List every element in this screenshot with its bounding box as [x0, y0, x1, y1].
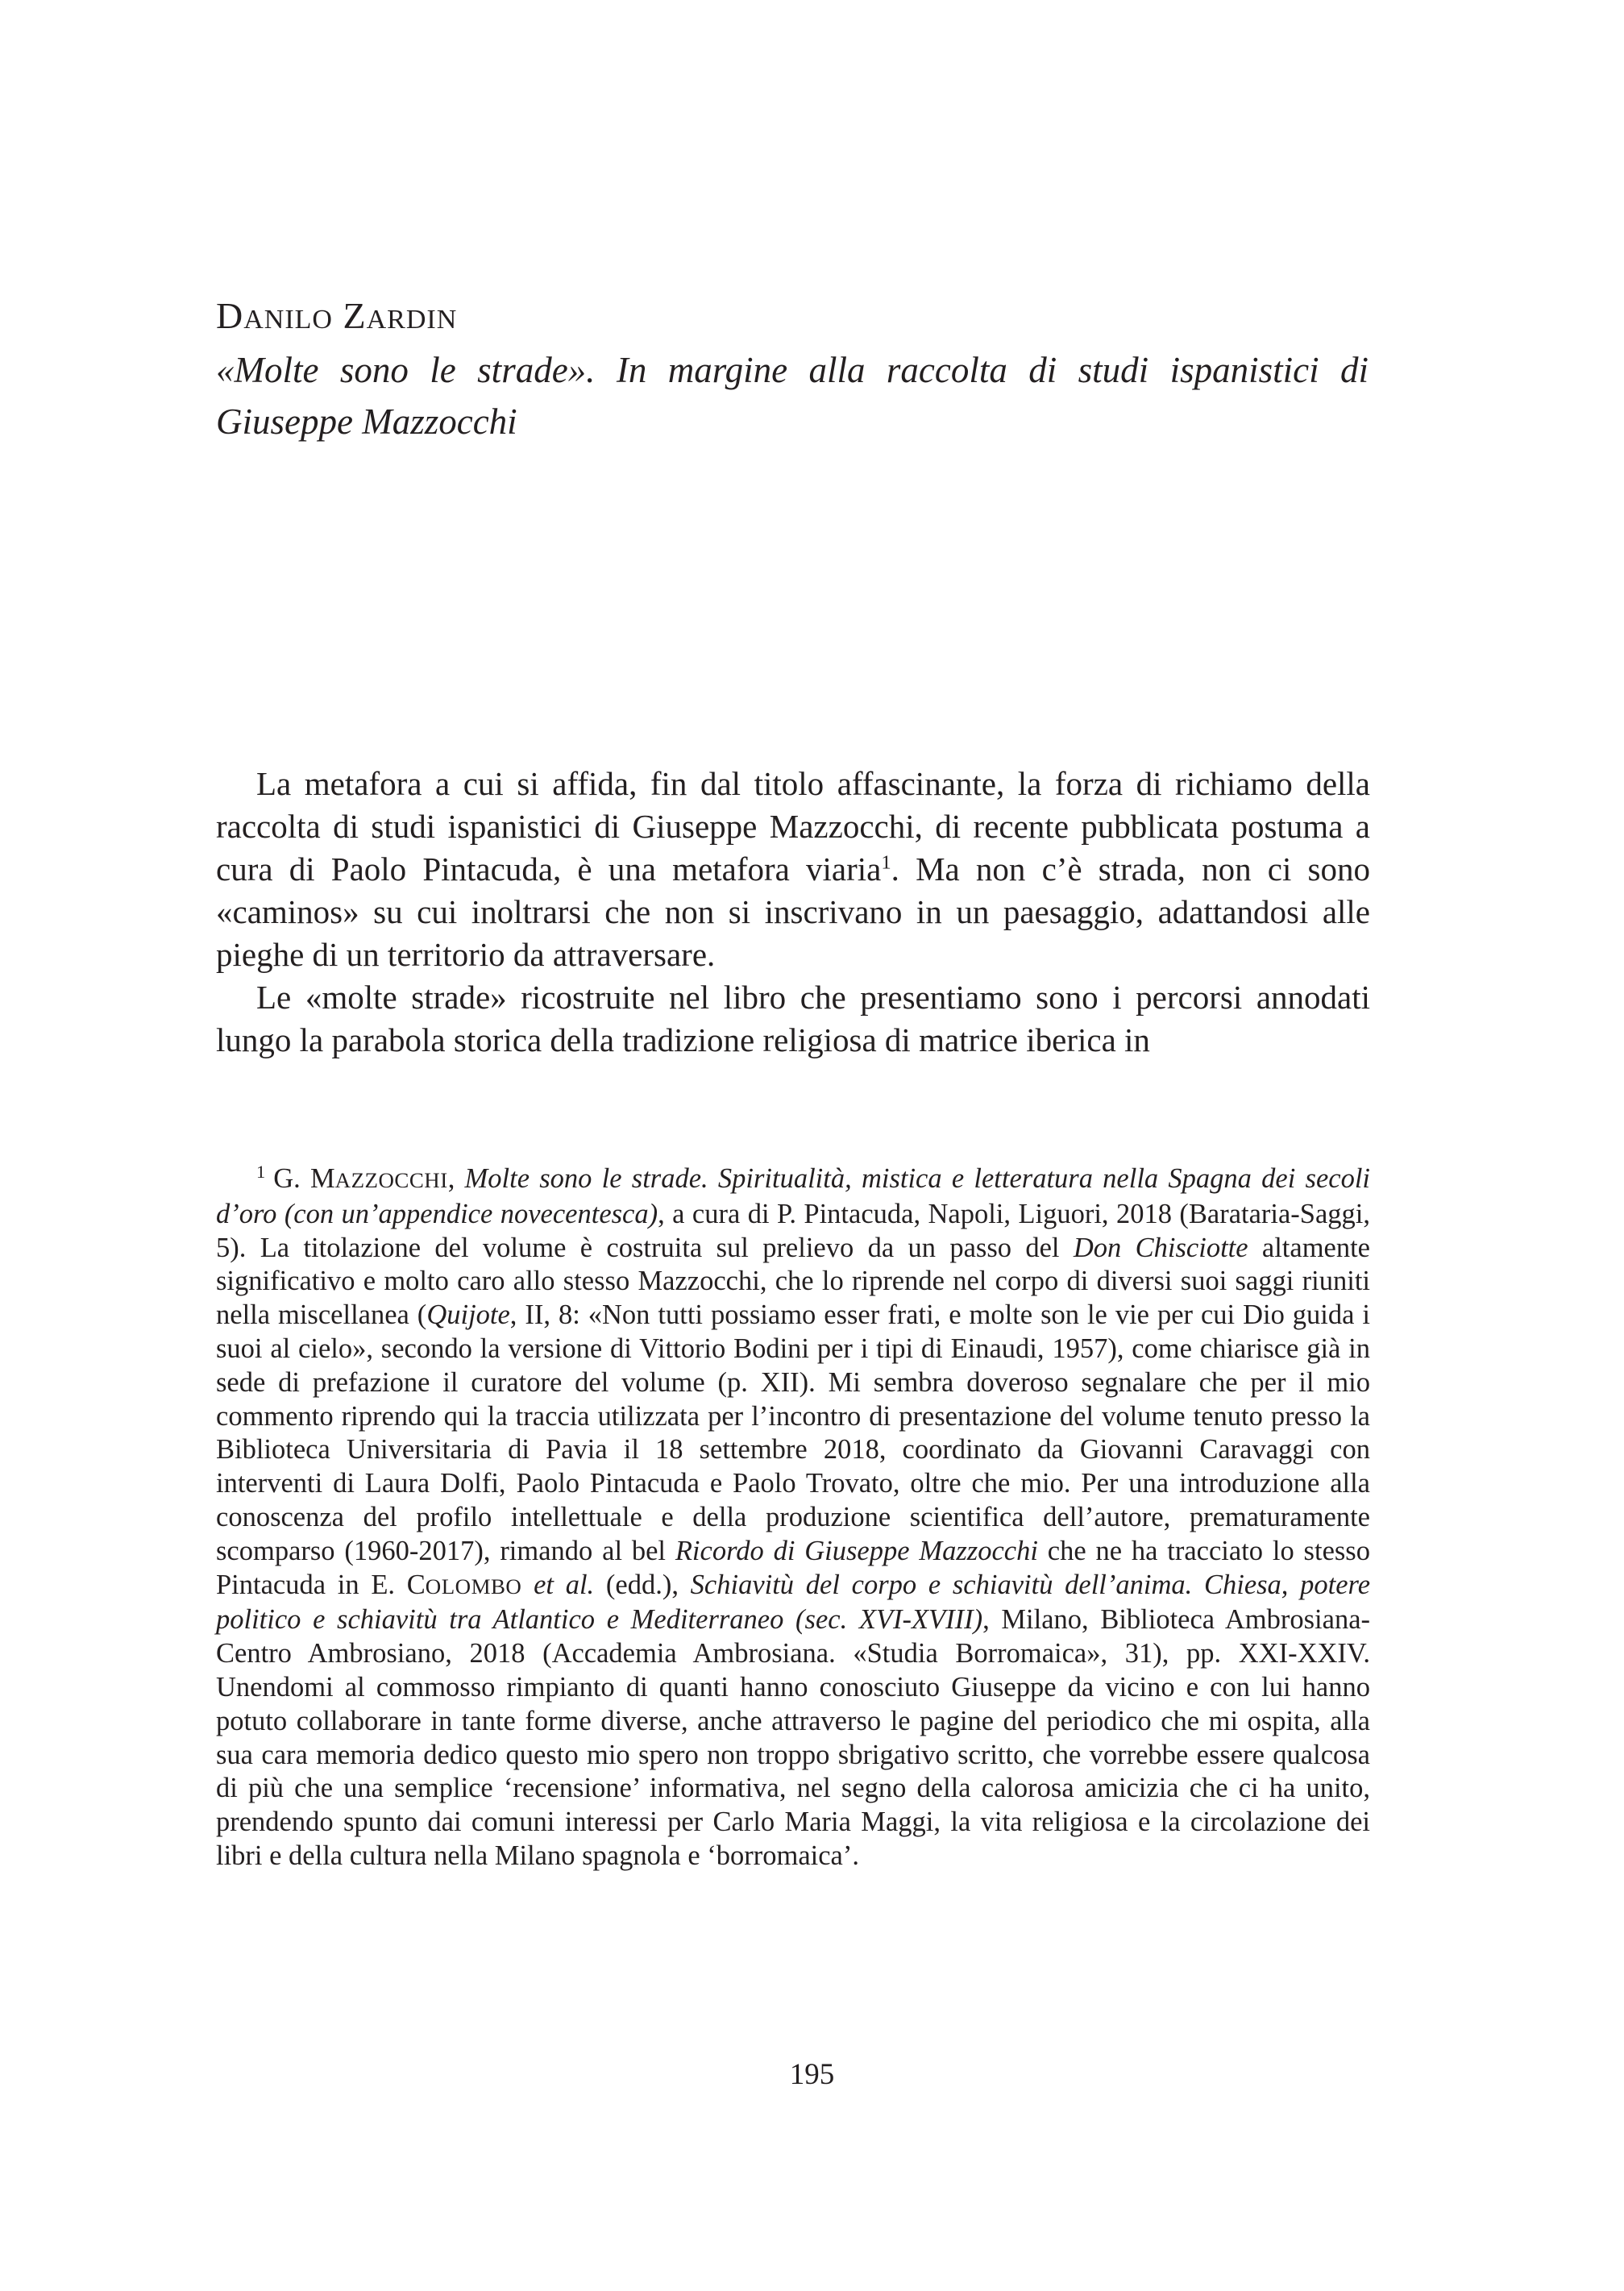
footnote-book-title: Schiavitù del corpo e schiavitù dell’anima. Chiesa, potere politico e schiavitù tra Atlantico e Mediterraneo (sec. XVI-XVIII)	[216, 1569, 1371, 1636]
author-name	[216, 292, 1369, 344]
footnote-seg: , Milano, Biblioteca Ambrosiana-Centro Ambrosiano, 2018 (Accademia Ambrosiana. «Studia Borromaica», 31), pp. XXI-XXIV. Unendomi al commosso rimpianto di quanti hanno conosciuto Giuseppe da vicino e con lui hanno potuto collaborare in tante forme diverse, anche attraverso le pagine del periodico che mi ospita, alla sua cara memoria dedico questo mio spero non troppo sbrigativo scritto, che vorrebbe essere qualcosa di più che una semplice ‘recensione’ informativa, nel segno della calorosa amicizia che ci ha unito, prendendo spunto dai comuni interessi per Carlo Maria Maggi, la vita religiosa e la circolazione dei libri e della cultura nella Milano spagnola e ‘borromaica’.	[216, 1604, 1370, 1871]
footnote-mark: 1	[256, 1161, 266, 1182]
footnote-seg: ,	[447, 1163, 465, 1194]
footnote-seg: et al.	[534, 1569, 595, 1600]
footnote-seg: (edd.),	[594, 1569, 691, 1600]
author-initial-2: Z	[343, 295, 367, 336]
author-rest-2: ARDIN	[366, 305, 458, 335]
paragraph-1	[216, 763, 1370, 976]
footnote-1	[216, 1162, 1370, 1873]
footnote-work-title: Don Chisciotte	[1073, 1232, 1248, 1263]
main-text	[216, 763, 1370, 1062]
footnote-seg: OLOMBO	[425, 1574, 522, 1599]
paragraph-2: Le «molte strade» ricostruite nel libro che presentiamo sono i percorsi annodati lungo la parabola storica della tradizione religiosa di matrice iberica in	[216, 979, 1370, 1058]
footnote-seg: G. M	[273, 1163, 335, 1194]
footnote-reference[interactable]: 1	[881, 851, 891, 874]
author-initial-1: D	[216, 295, 244, 336]
article-header	[216, 292, 1369, 447]
footnote-book-title: Molte sono le strade. Spiritualità, mistica e letteratura nella Spagna dei secoli d’oro (con un’appendice novecentesca)	[216, 1163, 1370, 1229]
footnote-seg: AZZOCCHI	[334, 1168, 448, 1192]
footnote-seg	[521, 1570, 534, 1600]
footnote-work-title: Quijote	[426, 1299, 510, 1331]
author-rest-1: ANILO	[243, 305, 333, 335]
page-number: 195	[789, 2058, 835, 2091]
article-title: «Molte sono le strade». In margine alla raccolta di studi ispanistici di Giuseppe Mazzocchi	[216, 350, 1369, 442]
footnote-work-title: Ricordo di Giuseppe Mazzocchi	[675, 1535, 1038, 1566]
paragraph-1-text-b: . Ma non c’è strada, non ci sono «caminos» su cui inoltrarsi che non si inscrivano in un paesaggio, adattandosi alle pieghe di un territorio da attraversare.	[216, 850, 1370, 973]
footnote-seg: , II, 8: «Non tutti possiamo esser frati, e molte son le vie per cui Dio guida i suoi al cielo», secondo la versione di Vittorio Bodini per i tipi di Einaudi, 1957), come chiarisce già in sede di prefazione il curatore del volume (p. XII). Mi sembra doveroso segnalare che per il mio commento riprendo qui la traccia utilizzata per l’incontro di presentazione del volume tenuto presso la Biblioteca Universitaria di Pavia il 18 settembre 2018, coordinato da Giovanni Caravaggi con interventi di Laura Dolfi, Paolo Pintacuda e Paolo Trovato, oltre che mio. Per una introduzione alla conoscenza del profilo intellettuale e della produzione scientifica dell’autore, prematuramente scomparso (1960-2017), rimando al bel	[216, 1299, 1370, 1566]
footnote-seg: altamente significativo e molto caro allo stesso Mazzocchi, che lo riprende nel corpo di diversi suoi saggi riuniti nella miscellanea (	[216, 1232, 1370, 1331]
paragraph-1-text-a: La metafora a cui si affida, fin dal titolo affascinante, la forza di richiamo della raccolta di studi ispanistici di Giuseppe Mazzocchi, di recente pubblicata postuma a cura di Paolo Pintacuda, è una metafora viaria	[216, 765, 1370, 888]
footnote-seg: che ne ha tracciato lo stesso Pintacuda in E. C	[216, 1535, 1370, 1600]
footnote-seg: , a cura di P. Pintacuda, Napoli, Liguori, 2018 (Barataria-Saggi, 5). La titolazione del volume è costruita sul prelievo da un passo del	[216, 1198, 1371, 1263]
